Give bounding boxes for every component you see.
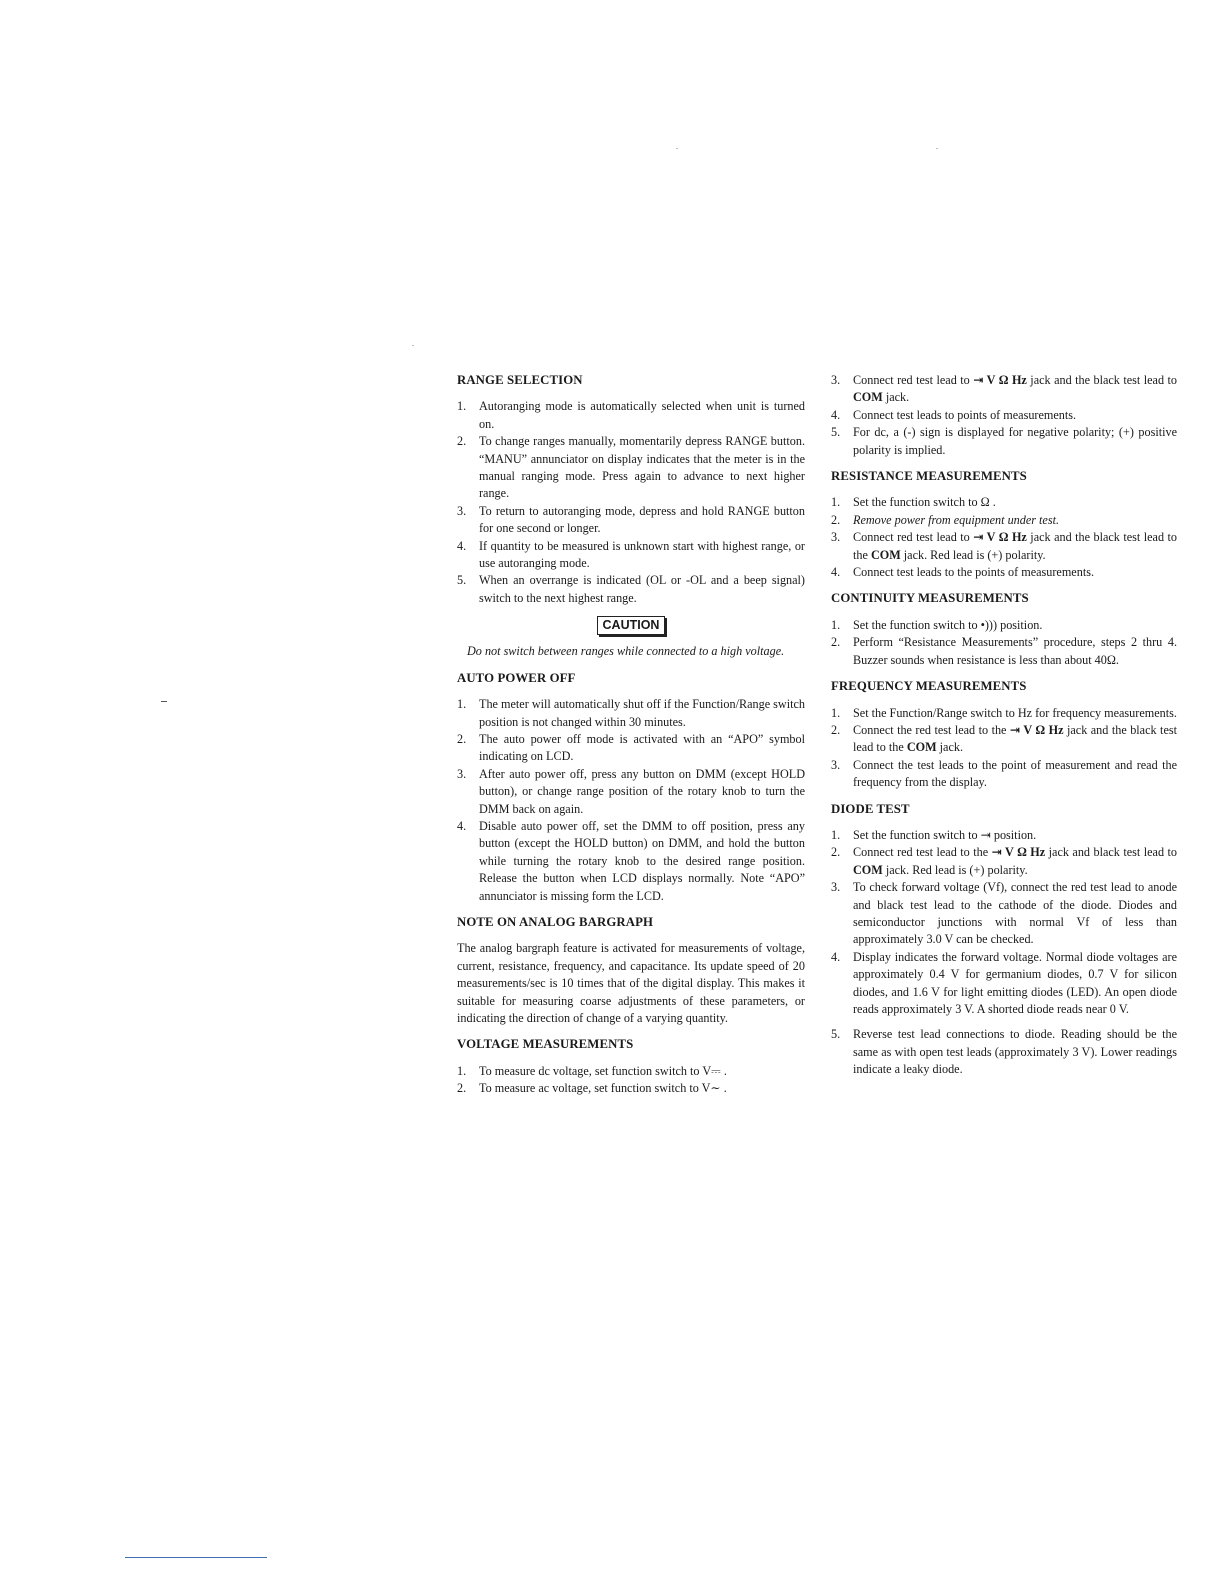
list-item: 1. Set the function switch to Ω . xyxy=(831,495,996,510)
com-jack-label: COM xyxy=(906,740,937,755)
bottom-blue-rule xyxy=(125,1557,267,1558)
jack-label: ⇥ V Ω Hz xyxy=(991,845,1046,860)
list-item: 2. To measure ac voltage, set function switch to V∼ . xyxy=(457,1081,727,1096)
list-item: 3. Connect red test lead to ⇥ V Ω Hz jack and the black test lead to COM jack. xyxy=(831,373,1177,405)
list-item: 1. To measure dc voltage, set function switch to V⎓ . xyxy=(457,1063,727,1078)
com-jack-label: COM xyxy=(870,547,901,562)
voltage-list xyxy=(457,1063,805,1098)
frequency-list xyxy=(831,705,1177,792)
list-item: 2. Remove power from equipment under test. xyxy=(831,512,1060,527)
diode-test-list xyxy=(831,827,1177,1079)
list-item: 1. The meter will automatically shut off if the Function/Range switch position is not changed within 30 minutes. xyxy=(457,697,805,729)
list-item: 2. The auto power off mode is activated with an “APO” symbol indicating on LCD. xyxy=(457,731,805,764)
list-item: 4. If quantity to be measured is unknown start with highest range, or use autoranging mode. xyxy=(457,538,805,571)
list-item: 3. Connect red test lead to ⇥ V Ω Hz jack and the black test lead to the COM jack. Red lead is (+) polarity. xyxy=(831,530,1177,562)
list-item: 5. Reverse test lead connections to diode. Reading should be the same as with open test leads (approximately 3 V). Lower readings indicate a leaky diode. xyxy=(831,1027,1177,1077)
voltage-continued-list xyxy=(831,372,1177,459)
caution-text: Do not switch between ranges while connected to a high voltage. xyxy=(467,644,785,659)
scan-speck xyxy=(412,345,414,346)
jack-label: ⇥ V Ω Hz xyxy=(973,530,1027,545)
range-selection-list xyxy=(457,398,805,607)
list-item: 1. Set the function switch to •))) position. xyxy=(831,617,1043,632)
scan-speck xyxy=(676,148,678,149)
caution-label: CAUTION xyxy=(597,616,666,635)
list-item: 4. Connect test leads to points of measurements. xyxy=(831,407,1077,422)
list-item: 5. When an overrange is indicated (OL or -OL and a beep signal) switch to the next highest range. xyxy=(457,573,805,605)
right-column xyxy=(831,372,1177,1088)
margin-dash-mark xyxy=(161,701,167,702)
left-column xyxy=(457,372,805,1107)
list-item: 3. After auto power off, press any button on DMM (except HOLD button), or change range position of the rotary knob to turn the DMM back on again. xyxy=(457,766,805,816)
jack-label: ⇥ V Ω Hz xyxy=(1009,722,1064,737)
continuity-list xyxy=(831,617,1177,669)
list-item: 1. Autoranging mode is automatically selected when unit is turned on. xyxy=(457,399,805,431)
auto-power-off-list xyxy=(457,696,805,905)
list-item: 3. To return to autoranging mode, depress and hold RANGE button for one second or longer. xyxy=(457,503,805,536)
heading-resistance-measurements: RESISTANCE MEASUREMENTS xyxy=(831,469,1027,484)
heading-range-selection: RANGE SELECTION xyxy=(457,373,583,387)
heading-diode-test: DIODE TEST xyxy=(831,801,910,816)
com-jack-label: COM xyxy=(853,390,883,405)
heading-frequency-measurements: FREQUENCY MEASUREMENTS xyxy=(831,679,1027,694)
list-item: 2. Perform “Resistance Measurements” procedure, steps 2 thru 4. Buzzer sounds when resistance is less than about 40Ω. xyxy=(831,635,1177,667)
scan-speck xyxy=(936,148,938,149)
analog-bargraph-text: The analog bargraph feature is activated for measurements of voltage, current, resistance, frequency, and capacitance. Its update speed of 20 measurements/sec is 10 times that of the digital display. This makes it suitable for measuring coarse adjustments of these parameters, or indicating the direction of change of a varying quantity. xyxy=(457,941,805,1025)
list-item: 2. Connect the red test lead to the ⇥ V Ω Hz jack and the black test lead to the COM jack. xyxy=(831,722,1177,755)
jack-label: ⇥ V Ω Hz xyxy=(973,373,1027,387)
heading-analog-bargraph: NOTE ON ANALOG BARGRAPH xyxy=(457,914,654,929)
list-item: 1. Set the function switch to ⇥ position. xyxy=(831,827,1037,842)
list-item: 3. Connect the test leads to the point of measurement and read the frequency from the display. xyxy=(831,757,1177,790)
list-item: 4. Connect test leads to the points of measurements. xyxy=(831,565,1094,580)
list-item: 1. Set the Function/Range switch to Hz for frequency measurements. xyxy=(831,705,1177,720)
list-item: 3. To check forward voltage (Vf), connect the red test lead to anode and black test lead to the cathode of the diode. Diodes and semiconductor junctions with normal Vf of less than approximately 3.0 V can be checked. xyxy=(831,880,1177,947)
list-item: 4. Disable auto power off, set the DMM to off position, press any button (except the HOLD button) on DMM, and hold the button while turning the rotary knob to the desired range position. Release the button when LCD displays normally. Note “APO” annunciator is missing form the LCD. xyxy=(457,818,805,903)
caution-block xyxy=(457,616,805,635)
heading-continuity-measurements: CONTINUITY MEASUREMENTS xyxy=(831,591,1029,606)
list-item: 5. For dc, a (-) sign is displayed for negative polarity; (+) positive polarity is implied. xyxy=(831,425,1177,457)
list-item: 4. Display indicates the forward voltage. Normal diode voltages are approximately 0.4 V for germanium diodes, 0.7 V for silicon diodes, and 1.6 V for light emitting diodes (LED). An open diode reads approximately 3 V. A shorted diode reads near 0 V. xyxy=(831,949,1177,1016)
heading-auto-power-off: AUTO POWER OFF xyxy=(457,670,576,685)
list-item: 2. Connect red test lead to the ⇥ V Ω Hz jack and black test lead to COM jack. Red lead is (+) polarity. xyxy=(831,845,1177,877)
list-gap xyxy=(831,1018,1177,1026)
heading-voltage-measurements: VOLTAGE MEASUREMENTS xyxy=(457,1037,634,1052)
com-jack-label: COM xyxy=(853,862,883,877)
list-item: 2. To change ranges manually, momentarily depress RANGE button. “MANU” annunciator on display indicates that the meter is in the manual ranging mode. Press again to advance to next higher range. xyxy=(457,434,805,501)
resistance-list xyxy=(831,494,1177,581)
